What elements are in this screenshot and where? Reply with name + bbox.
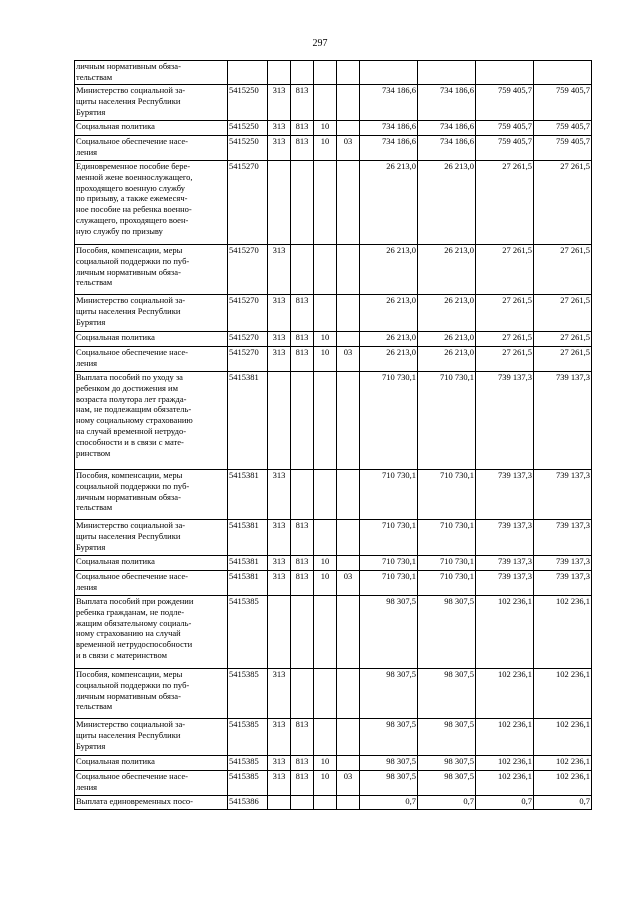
amount-3-cell: 102 236,1 [476, 756, 534, 771]
amount-2-cell: 734 186,6 [418, 85, 476, 121]
amount-4-cell: 739 137,3 [534, 372, 592, 470]
administrator-code-cell: 813 [291, 556, 314, 571]
amount-1-cell [360, 61, 418, 85]
row-name-cell: Единовременное пособие бере- менной жене военнослужащего, проходящего военную службу по призыву, а также ежемесяч- ное пособие на ребенка военно- служащего, проходящего воен- ную службу по призыву [75, 161, 228, 245]
subsection-cell [337, 245, 360, 295]
administrator-code-cell [291, 245, 314, 295]
amount-2-cell: 0,7 [418, 796, 476, 810]
amount-2-cell: 710 730,1 [418, 520, 476, 556]
amount-1-cell: 734 186,6 [360, 121, 418, 136]
table-row [75, 771, 592, 796]
administrator-code-cell [291, 470, 314, 520]
target-article-cell: 5415270 [228, 245, 268, 295]
section-cell: 10 [314, 771, 337, 796]
table-row [75, 719, 592, 756]
row-name-cell: Социальная политика [75, 121, 228, 136]
amount-1-cell: 26 213,0 [360, 347, 418, 372]
amount-3-cell: 759 405,7 [476, 121, 534, 136]
amount-1-cell: 98 307,5 [360, 669, 418, 719]
administrator-code-cell [291, 796, 314, 810]
amount-2-cell: 26 213,0 [418, 295, 476, 332]
section-cell [314, 295, 337, 332]
amount-4-cell: 739 137,3 [534, 470, 592, 520]
amount-2-cell: 710 730,1 [418, 470, 476, 520]
amount-2-cell: 734 186,6 [418, 121, 476, 136]
amount-4-cell: 102 236,1 [534, 596, 592, 669]
target-article-cell: 5415385 [228, 669, 268, 719]
amount-2-cell: 98 307,5 [418, 669, 476, 719]
expense-type-cell: 313 [268, 556, 291, 571]
row-name-cell: Социальное обеспечение насе- ления [75, 347, 228, 372]
row-name-cell: Социальное обеспечение насе- ления [75, 771, 228, 796]
amount-3-cell: 759 405,7 [476, 136, 534, 161]
amount-1-cell: 98 307,5 [360, 756, 418, 771]
table-row [75, 470, 592, 520]
expense-type-cell: 313 [268, 756, 291, 771]
administrator-code-cell [291, 161, 314, 245]
amount-4-cell: 759 405,7 [534, 85, 592, 121]
expense-type-cell [268, 796, 291, 810]
administrator-code-cell: 813 [291, 121, 314, 136]
table-row [75, 85, 592, 121]
amount-4-cell: 27 261,5 [534, 332, 592, 347]
subsection-cell: 03 [337, 571, 360, 596]
administrator-code-cell [291, 61, 314, 85]
administrator-code-cell: 813 [291, 719, 314, 756]
amount-4-cell [534, 61, 592, 85]
table-row [75, 556, 592, 571]
row-name-cell: Пособия, компенсации, меры социальной поддержки по пуб- личным нормативным обяза- тельствам [75, 245, 228, 295]
amount-1-cell: 734 186,6 [360, 136, 418, 161]
amount-2-cell: 98 307,5 [418, 719, 476, 756]
administrator-code-cell: 813 [291, 347, 314, 372]
expense-type-cell [268, 596, 291, 669]
amount-3-cell: 739 137,3 [476, 571, 534, 596]
section-cell [314, 596, 337, 669]
administrator-code-cell [291, 372, 314, 470]
administrator-code-cell: 813 [291, 136, 314, 161]
row-name-cell: Выплата единовременных посо- [75, 796, 228, 810]
amount-1-cell: 710 730,1 [360, 470, 418, 520]
table-row [75, 347, 592, 372]
target-article-cell: 5415250 [228, 121, 268, 136]
row-name-cell: Министерство социальной за- щиты населения Республики Бурятия [75, 85, 228, 121]
administrator-code-cell: 813 [291, 571, 314, 596]
row-name-cell: Социальная политика [75, 556, 228, 571]
amount-4-cell: 27 261,5 [534, 245, 592, 295]
section-cell [314, 161, 337, 245]
subsection-cell [337, 556, 360, 571]
amount-2-cell: 98 307,5 [418, 596, 476, 669]
row-name-cell: Министерство социальной за- щиты населения Республики Бурятия [75, 719, 228, 756]
amount-4-cell: 102 236,1 [534, 756, 592, 771]
administrator-code-cell: 813 [291, 756, 314, 771]
table-row [75, 332, 592, 347]
subsection-cell [337, 669, 360, 719]
amount-3-cell: 27 261,5 [476, 161, 534, 245]
amount-1-cell: 710 730,1 [360, 520, 418, 556]
target-article-cell: 5415270 [228, 295, 268, 332]
expense-type-cell: 313 [268, 520, 291, 556]
amount-1-cell: 26 213,0 [360, 161, 418, 245]
table-row [75, 520, 592, 556]
budget-table-body [75, 61, 592, 810]
section-cell [314, 61, 337, 85]
target-article-cell: 5415381 [228, 372, 268, 470]
section-cell [314, 245, 337, 295]
target-article-cell: 5415385 [228, 756, 268, 771]
row-name-cell: Министерство социальной за- щиты населения Республики Бурятия [75, 520, 228, 556]
expense-type-cell: 313 [268, 136, 291, 161]
amount-3-cell: 27 261,5 [476, 295, 534, 332]
subsection-cell [337, 121, 360, 136]
section-cell: 10 [314, 136, 337, 161]
amount-2-cell: 710 730,1 [418, 372, 476, 470]
table-row [75, 121, 592, 136]
target-article-cell: 5415385 [228, 771, 268, 796]
amount-4-cell: 0,7 [534, 796, 592, 810]
subsection-cell: 03 [337, 771, 360, 796]
row-name-cell: Выплата пособий по уходу за ребенком до достижения им возраста полутора лет граждa- нам, не подлежащим обязатель- ному социальному страхованию на случай временной нетрудо- способности и в связи с мате- ринством [75, 372, 228, 470]
subsection-cell: 03 [337, 136, 360, 161]
amount-2-cell: 710 730,1 [418, 556, 476, 571]
amount-2-cell: 98 307,5 [418, 756, 476, 771]
amount-2-cell: 26 213,0 [418, 347, 476, 372]
amount-4-cell: 739 137,3 [534, 571, 592, 596]
section-cell: 10 [314, 121, 337, 136]
administrator-code-cell: 813 [291, 771, 314, 796]
section-cell: 10 [314, 556, 337, 571]
amount-3-cell: 27 261,5 [476, 245, 534, 295]
table-row [75, 372, 592, 470]
amount-4-cell: 27 261,5 [534, 161, 592, 245]
amount-4-cell: 739 137,3 [534, 556, 592, 571]
amount-2-cell: 26 213,0 [418, 332, 476, 347]
target-article-cell: 5415250 [228, 136, 268, 161]
section-cell [314, 669, 337, 719]
section-cell: 10 [314, 332, 337, 347]
administrator-code-cell: 813 [291, 520, 314, 556]
subsection-cell [337, 520, 360, 556]
expense-type-cell: 313 [268, 85, 291, 121]
target-article-cell: 5415250 [228, 85, 268, 121]
target-article-cell: 5415381 [228, 556, 268, 571]
amount-3-cell: 102 236,1 [476, 669, 534, 719]
amount-1-cell: 734 186,6 [360, 85, 418, 121]
administrator-code-cell: 813 [291, 85, 314, 121]
expense-type-cell [268, 161, 291, 245]
amount-2-cell: 26 213,0 [418, 161, 476, 245]
amount-1-cell: 98 307,5 [360, 596, 418, 669]
table-row [75, 756, 592, 771]
amount-4-cell: 102 236,1 [534, 771, 592, 796]
amount-3-cell: 27 261,5 [476, 332, 534, 347]
amount-3-cell: 102 236,1 [476, 596, 534, 669]
expense-type-cell: 313 [268, 347, 291, 372]
table-row [75, 245, 592, 295]
amount-3-cell: 102 236,1 [476, 771, 534, 796]
subsection-cell [337, 161, 360, 245]
amount-1-cell: 98 307,5 [360, 771, 418, 796]
amount-1-cell: 98 307,5 [360, 719, 418, 756]
subsection-cell [337, 332, 360, 347]
amount-2-cell: 98 307,5 [418, 771, 476, 796]
amount-2-cell: 710 730,1 [418, 571, 476, 596]
table-row [75, 596, 592, 669]
amount-4-cell: 27 261,5 [534, 295, 592, 332]
expense-type-cell: 313 [268, 245, 291, 295]
subsection-cell [337, 596, 360, 669]
administrator-code-cell [291, 669, 314, 719]
row-name-cell: Пособия, компенсации, меры социальной поддержки по пуб- личным нормативным обяза- тельствам [75, 470, 228, 520]
row-name-cell: Социальная политика [75, 756, 228, 771]
expense-type-cell [268, 61, 291, 85]
expense-type-cell: 313 [268, 669, 291, 719]
target-article-cell: 5415270 [228, 332, 268, 347]
amount-3-cell: 739 137,3 [476, 520, 534, 556]
subsection-cell [337, 61, 360, 85]
amount-2-cell [418, 61, 476, 85]
amount-3-cell: 739 137,3 [476, 470, 534, 520]
table-row [75, 796, 592, 810]
amount-4-cell: 102 236,1 [534, 669, 592, 719]
table-row [75, 669, 592, 719]
target-article-cell: 5415381 [228, 571, 268, 596]
target-article-cell: 5415385 [228, 596, 268, 669]
subsection-cell [337, 372, 360, 470]
budget-table [74, 60, 592, 810]
administrator-code-cell [291, 596, 314, 669]
section-cell: 10 [314, 756, 337, 771]
expense-type-cell: 313 [268, 470, 291, 520]
target-article-cell: 5415385 [228, 719, 268, 756]
target-article-cell: 5415386 [228, 796, 268, 810]
amount-2-cell: 26 213,0 [418, 245, 476, 295]
row-name-cell: личным нормативным обяза- тельствам [75, 61, 228, 85]
section-cell [314, 470, 337, 520]
amount-4-cell: 759 405,7 [534, 136, 592, 161]
section-cell [314, 520, 337, 556]
amount-3-cell: 27 261,5 [476, 347, 534, 372]
amount-3-cell: 102 236,1 [476, 719, 534, 756]
target-article-cell: 5415270 [228, 161, 268, 245]
row-name-cell: Пособия, компенсации, меры социальной поддержки по пуб- личным нормативным обяза- тельствам [75, 669, 228, 719]
row-name-cell: Социальная политика [75, 332, 228, 347]
expense-type-cell: 313 [268, 719, 291, 756]
amount-1-cell: 26 213,0 [360, 245, 418, 295]
table-row [75, 161, 592, 245]
target-article-cell: 5415381 [228, 520, 268, 556]
table-row [75, 136, 592, 161]
table-row [75, 295, 592, 332]
subsection-cell [337, 295, 360, 332]
section-cell [314, 719, 337, 756]
expense-type-cell: 313 [268, 571, 291, 596]
target-article-cell: 5415270 [228, 347, 268, 372]
row-name-cell: Социальное обеспечение насе- ления [75, 571, 228, 596]
subsection-cell [337, 470, 360, 520]
section-cell: 10 [314, 571, 337, 596]
amount-4-cell: 739 137,3 [534, 520, 592, 556]
section-cell [314, 796, 337, 810]
amount-2-cell: 734 186,6 [418, 136, 476, 161]
row-name-cell: Министерство социальной за- щиты населения Республики Бурятия [75, 295, 228, 332]
amount-3-cell: 759 405,7 [476, 85, 534, 121]
administrator-code-cell: 813 [291, 332, 314, 347]
expense-type-cell [268, 372, 291, 470]
amount-1-cell: 26 213,0 [360, 295, 418, 332]
row-name-cell: Социальное обеспечение насе- ления [75, 136, 228, 161]
table-row [75, 571, 592, 596]
section-cell [314, 85, 337, 121]
expense-type-cell: 313 [268, 121, 291, 136]
subsection-cell: 03 [337, 347, 360, 372]
target-article-cell [228, 61, 268, 85]
amount-3-cell: 739 137,3 [476, 372, 534, 470]
amount-1-cell: 710 730,1 [360, 556, 418, 571]
row-name-cell: Выплата пособий при рождении ребенка гражданам, не подле- жащим обязательному социаль- ному страхованию на случай временной нетрудоспособности и в связи с материнством [75, 596, 228, 669]
subsection-cell [337, 719, 360, 756]
amount-3-cell: 0,7 [476, 796, 534, 810]
table-row [75, 61, 592, 85]
expense-type-cell: 313 [268, 295, 291, 332]
amount-3-cell: 739 137,3 [476, 556, 534, 571]
amount-1-cell: 0,7 [360, 796, 418, 810]
subsection-cell [337, 85, 360, 121]
amount-4-cell: 102 236,1 [534, 719, 592, 756]
subsection-cell [337, 756, 360, 771]
amount-4-cell: 27 261,5 [534, 347, 592, 372]
amount-4-cell: 759 405,7 [534, 121, 592, 136]
amount-1-cell: 710 730,1 [360, 571, 418, 596]
section-cell [314, 372, 337, 470]
amount-1-cell: 26 213,0 [360, 332, 418, 347]
subsection-cell [337, 796, 360, 810]
section-cell: 10 [314, 347, 337, 372]
amount-3-cell [476, 61, 534, 85]
expense-type-cell: 313 [268, 771, 291, 796]
expense-type-cell: 313 [268, 332, 291, 347]
page-number: 297 [312, 38, 328, 49]
amount-1-cell: 710 730,1 [360, 372, 418, 470]
administrator-code-cell: 813 [291, 295, 314, 332]
target-article-cell: 5415381 [228, 470, 268, 520]
